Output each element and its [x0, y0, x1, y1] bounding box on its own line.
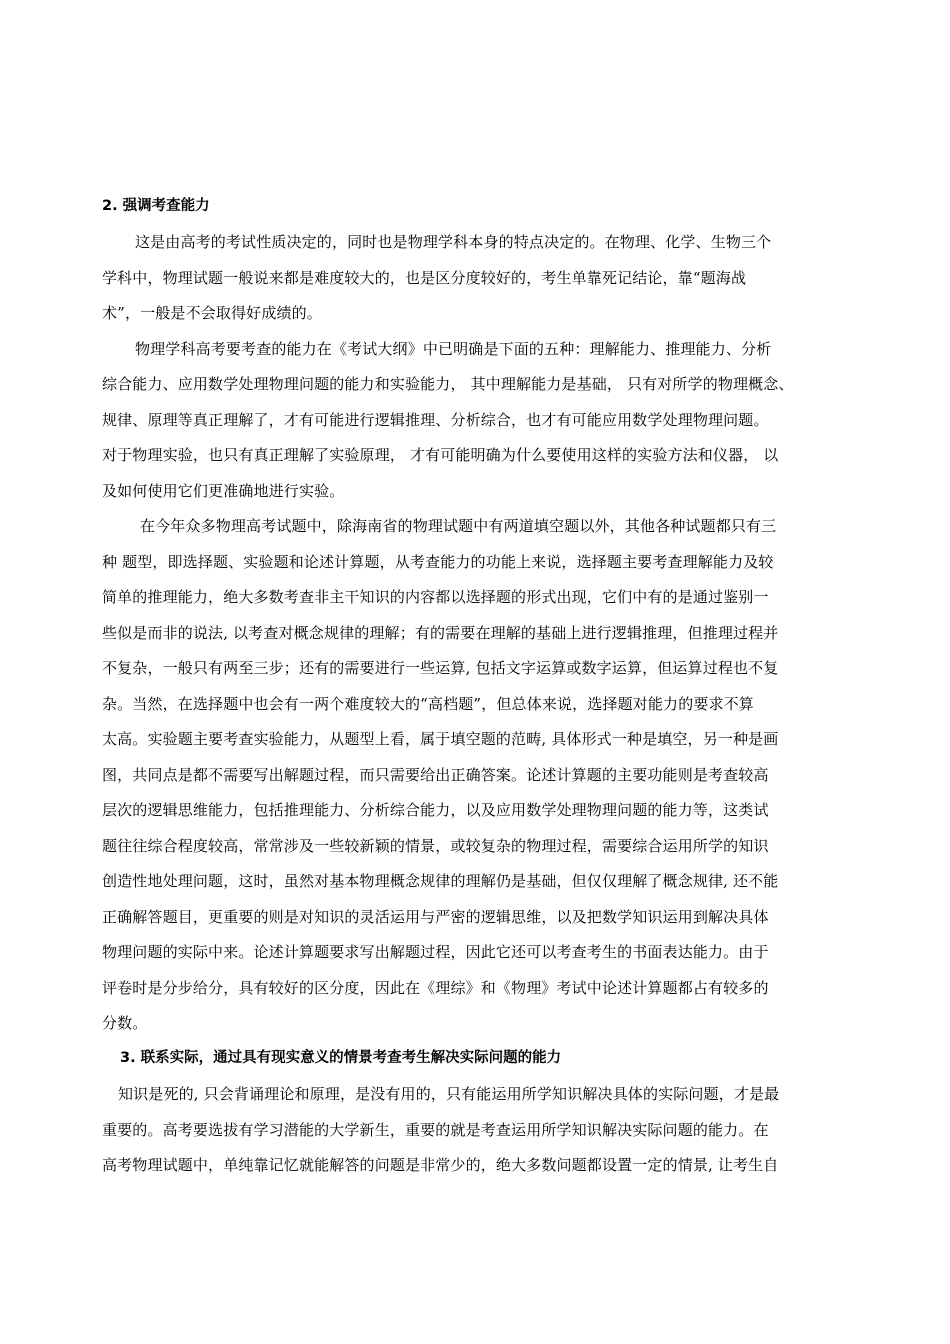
section-2-line: 种 题型，即选择题、实验题和论述计算题，从考查能力的功能上来说，选择题主要考查理解能力及较	[102, 553, 774, 571]
section-2-line: 这是由高考的考试性质决定的，同时也是物理学科本身的特点决定的。在物理、化学、生物三个	[135, 233, 772, 251]
section-2-line: 题往往综合程度较高，常常涉及一些较新颖的情景，或较复杂的物理过程，需要综合运用所学的知识	[102, 837, 769, 855]
section-2-line: 不复杂，一般只有两至三步；还有的需要进行一些运算, 包括文字运算或数字运算，但运算过程也不复	[102, 659, 779, 677]
section-2-line: 物理问题的实际中来。论述计算题要求写出解题过程，因此它还可以考查考生的书面表达能力。由于	[102, 943, 769, 961]
section-2-line: 些似是而非的说法, 以考查对概念规律的理解；有的需要在理解的基础上进行逻辑推理，但推理过程并	[102, 624, 779, 642]
section-2-line: 在今年众多物理高考试题中，除海南省的物理试题中有两道填空题以外，其他各种试题都只有三	[140, 517, 777, 535]
section-2-line: 综合能力、应用数学处理物理问题的能力和实验能力， 其中理解能力是基础， 只有对所学的物理概念、	[102, 375, 794, 393]
section-2-heading: 2. 强调考查能力	[102, 198, 210, 214]
section-2-line: 杂。当然，在选择题中也会有一两个难度较大的“高档题”，但总体来说，选择题对能力的要求不算	[102, 695, 754, 713]
section-3-heading: 3. 联系实际，通过具有现实意义的情景考查考生解决实际问题的能力	[120, 1050, 562, 1066]
section-2-line: 创造性地处理问题，这时，虽然对基本物理概念规律的理解仍是基础，但仅仅理解了概念规律, 还不能	[102, 872, 779, 890]
section-2-line: 太高。实验题主要考查实验能力，从题型上看，属于填空题的范畴, 具体形式一种是填空，另一种是画	[102, 730, 779, 748]
section-2-line: 及如何使用它们更准确地进行实验。	[102, 482, 345, 500]
section-3-line: 高考物理试题中，单纯靠记忆就能解答的问题是非常少的，绝大多数问题都设置一定的情景, 让考生自	[102, 1156, 779, 1174]
section-2-line: 正确解答题目，更重要的则是对知识的灵活运用与严密的逻辑思维，以及把数学知识运用到解决具体	[102, 908, 769, 926]
section-2-line: 术”，一般是不会取得好成绩的。	[102, 304, 322, 322]
section-2-line: 分数。	[102, 1014, 148, 1032]
section-2-line: 物理学科高考要考查的能力在《考试大纲》中已明确是下面的五种：理解能力、推理能力、分析	[135, 340, 772, 358]
section-2-line: 简单的推理能力，绝大多数考查非主干知识的内容都以选择题的形式出现，它们中有的是通过鉴别一	[102, 588, 769, 606]
section-3-line: 知识是死的, 只会背诵理论和原理，是没有用的，只有能运用所学知识解决具体的实际问题，才是最	[118, 1085, 780, 1103]
section-2-line: 学科中，物理试题一般说来都是难度较大的，也是区分度较好的，考生单靠死记结论，靠“题海战	[102, 269, 747, 287]
section-2-line: 图，共同点是都不需要写出解题过程，而只需要给出正确答案。论述计算题的主要功能则是考查较高	[102, 766, 769, 784]
section-3-line: 重要的。高考要选拔有学习潜能的大学新生，重要的就是考查运用所学知识解决实际问题的能力。在	[102, 1121, 769, 1139]
section-2-line: 评卷时是分步给分，具有较好的区分度，因此在《理综》和《物理》考试中论述计算题都占有较多的	[102, 979, 769, 997]
section-2-line: 规律、原理等真正理解了，才有可能进行逻辑推理、分析综合，也才有可能应用数学处理物理问题。	[102, 411, 769, 429]
section-2-line: 层次的逻辑思维能力，包括推理能力、分析综合能力，以及应用数学处理物理问题的能力等，这类试	[102, 801, 769, 819]
section-2-line: 对于物理实验，也只有真正理解了实验原理， 才有可能明确为什么要使用这样的实验方法和仪器， 以	[102, 446, 779, 464]
